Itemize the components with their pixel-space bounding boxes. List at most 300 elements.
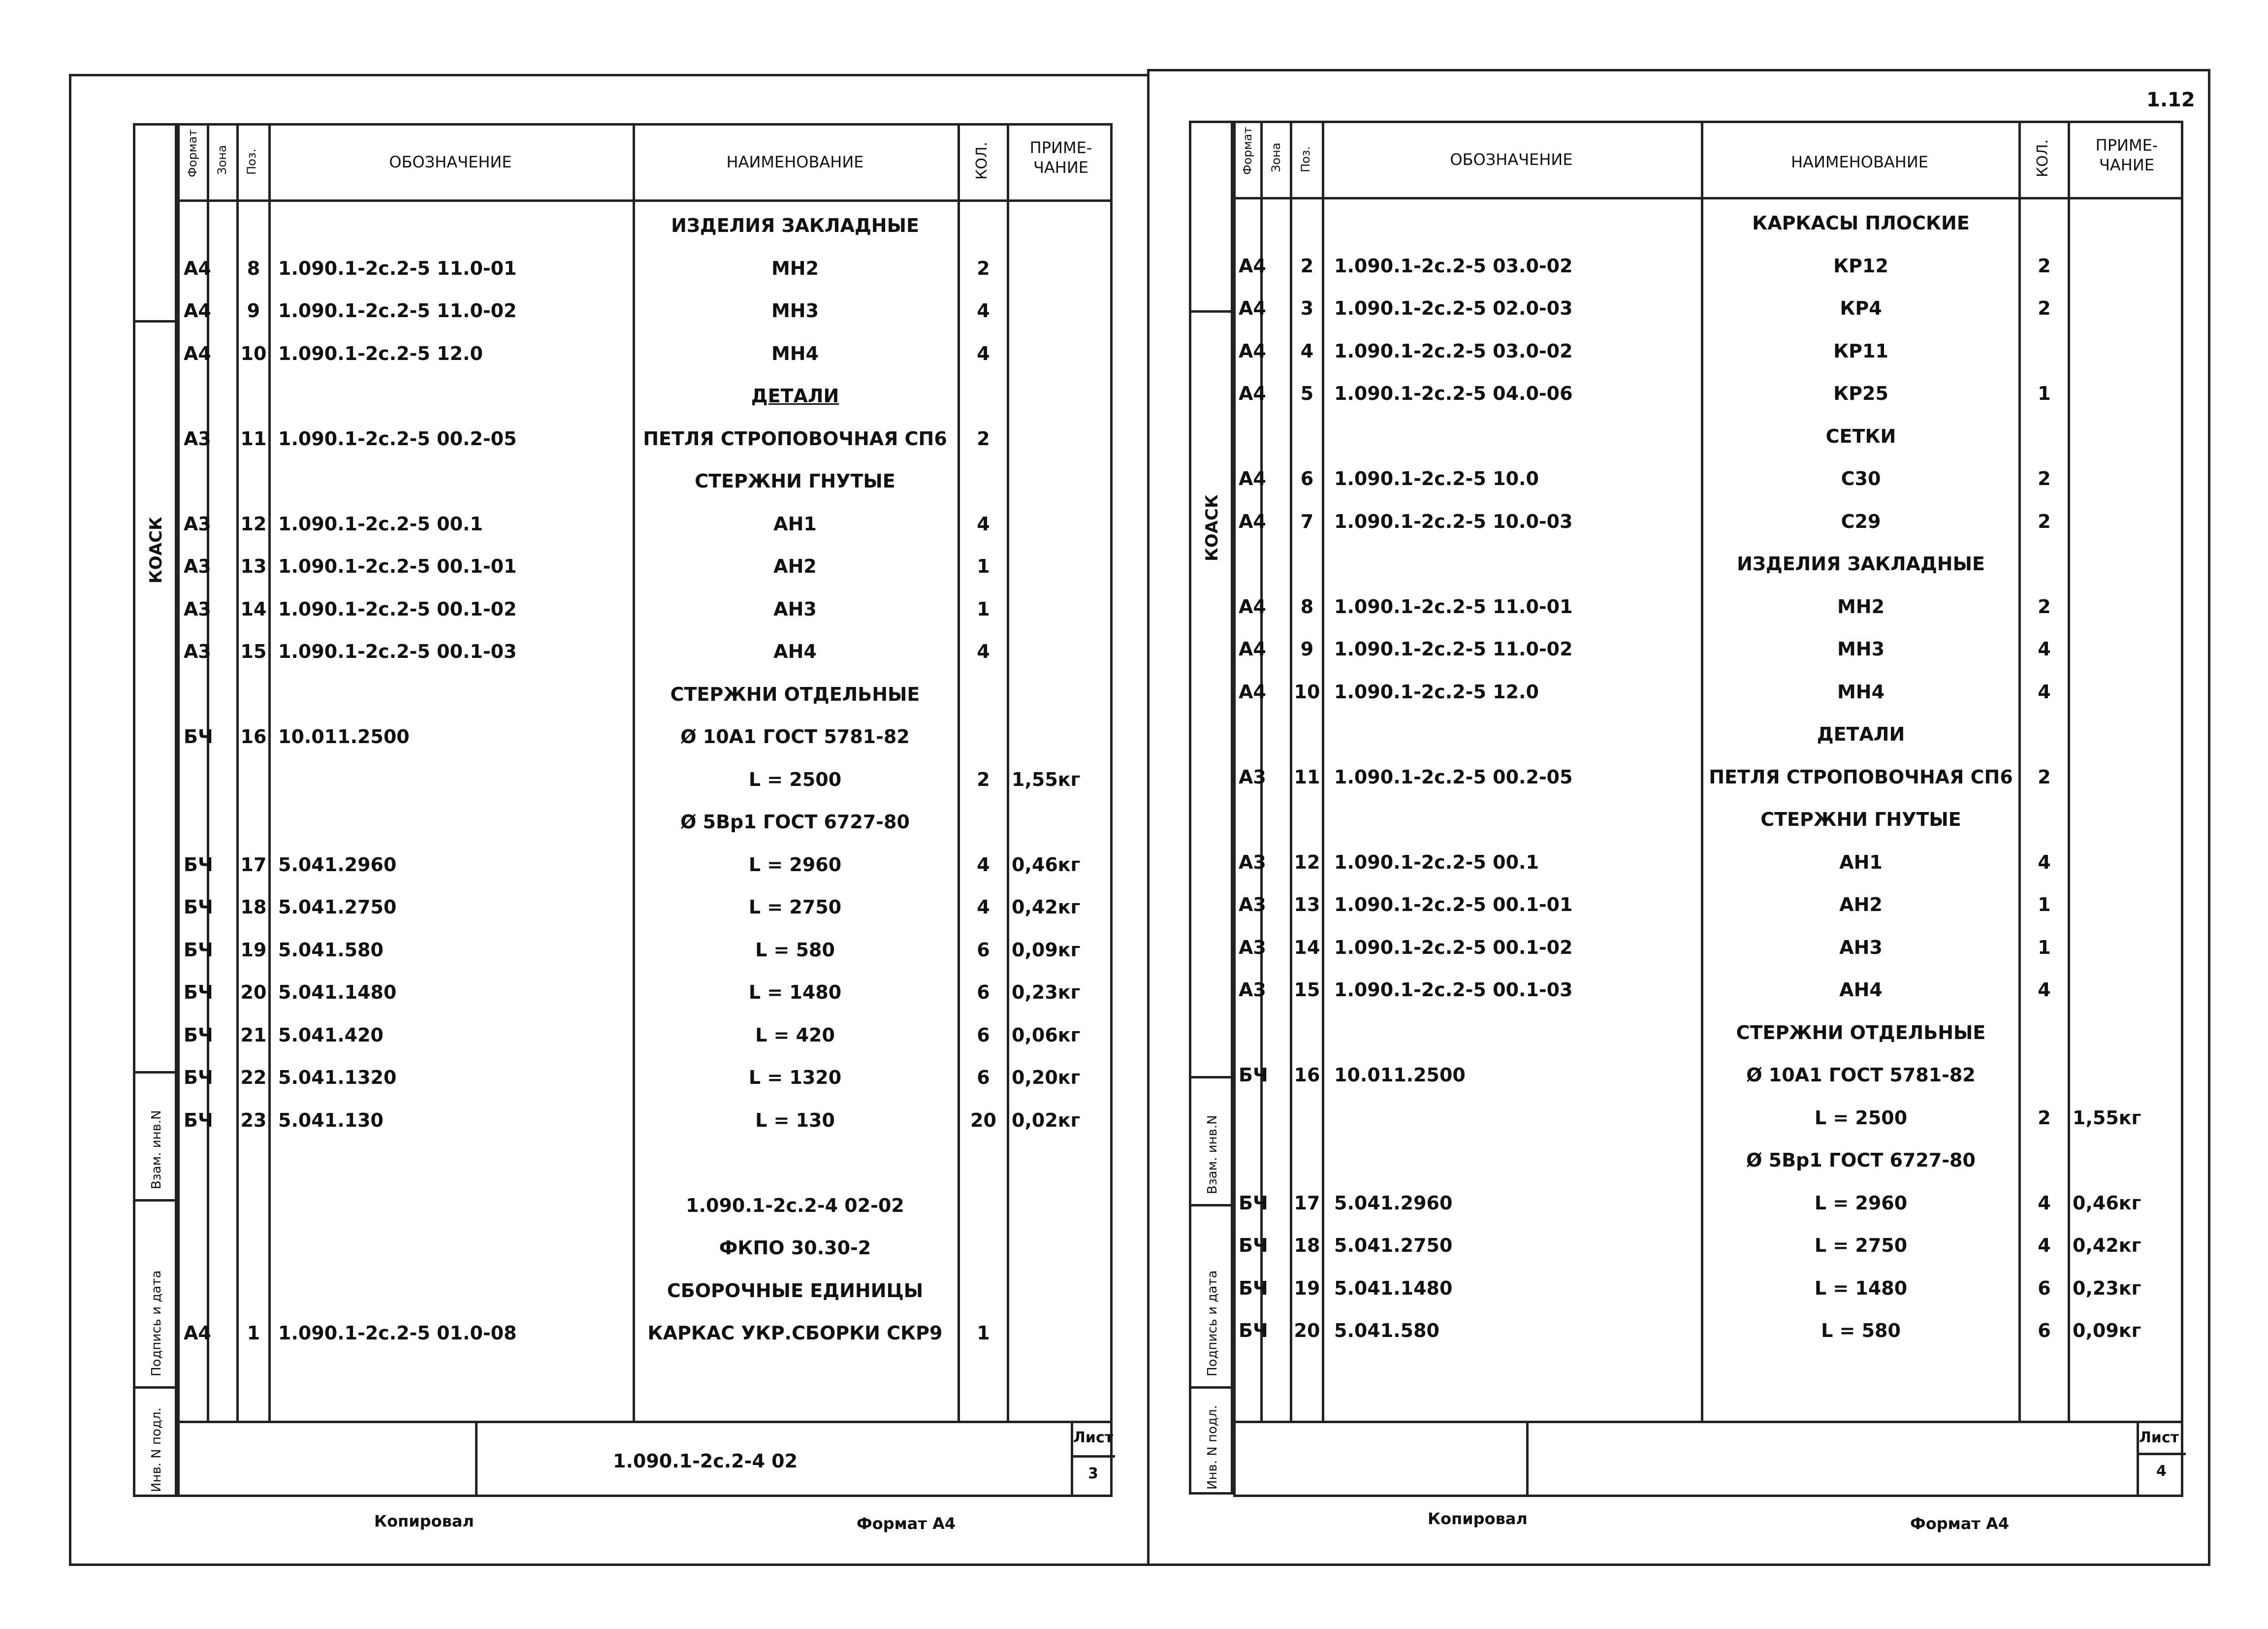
- cell-designation: [1334, 1097, 1698, 1139]
- cell-designation: 5.041.580: [278, 939, 383, 961]
- table-row: [180, 503, 1110, 545]
- cell-position: 4: [1300, 340, 1314, 362]
- cell-designation: 5.041.2750: [278, 896, 397, 918]
- cell-name: СТЕРЖНИ ГНУТЫЕ: [695, 470, 895, 492]
- cell-note: [1012, 375, 1113, 417]
- cell-designation: [278, 758, 630, 801]
- right-koask-label: КОАСК: [1202, 494, 1222, 561]
- cell-note: [2073, 457, 2183, 500]
- right-inv-label: Инв. N подл.: [1205, 1405, 1220, 1490]
- cell-note: 0,02кг: [1012, 1109, 1081, 1131]
- cell-name: МН3: [1837, 638, 1885, 660]
- table-row: [180, 1099, 1110, 1141]
- table-row: [180, 247, 1110, 290]
- cell-position: [1292, 1011, 1322, 1054]
- cell-format: А3: [1239, 894, 1266, 915]
- cell-designation: 1.090.1-2с.2-5 00.1: [1334, 851, 1539, 873]
- cell-format: А4: [184, 1322, 211, 1344]
- cell-designation: [278, 460, 630, 502]
- cell-format: [1239, 1097, 1261, 1139]
- cell-note: [2073, 628, 2183, 670]
- cell-format: БЧ: [1239, 1320, 1268, 1341]
- cell-designation: [278, 375, 630, 417]
- right-format-label: Формат А4: [1910, 1514, 2010, 1533]
- cell-position: [239, 1184, 268, 1227]
- cell-position: [239, 460, 268, 502]
- cell-designation: 1.090.1-2с.2-5 00.1-03: [278, 641, 517, 662]
- left-header-note: ПРИМЕ- ЧАНИЕ: [1029, 138, 1092, 177]
- cell-format: [1239, 1139, 1261, 1181]
- right-header-format: Формат: [1241, 127, 1254, 175]
- cell-quantity: 4: [2038, 681, 2051, 703]
- table-row: [180, 1141, 1110, 1184]
- cell-designation: [1334, 543, 1698, 585]
- cell-name: L = 2750: [748, 896, 842, 918]
- cell-quantity: [960, 1227, 1007, 1269]
- table-row: [1236, 926, 2181, 969]
- cell-name: L = 2500: [748, 768, 842, 790]
- table-row: [1236, 1139, 2181, 1181]
- left-header-designation: ОБОЗНАЧЕНИЕ: [389, 153, 512, 171]
- cell-position: [239, 204, 268, 247]
- cell-name: ИЗДЕЛИЯ ЗАКЛАДНЫЕ: [671, 215, 919, 236]
- cell-name: КР12: [1833, 255, 1888, 277]
- cell-name: АН4: [773, 641, 817, 662]
- cell-format: БЧ: [184, 1109, 213, 1131]
- cell-note: [1012, 673, 1113, 716]
- table-row: [1236, 841, 2181, 883]
- table-row: [1236, 372, 2181, 415]
- cell-quantity: [960, 673, 1007, 716]
- cell-name: МН3: [771, 300, 819, 322]
- cell-name: ДЕТАЛИ: [751, 385, 839, 407]
- cell-note: [2073, 543, 2183, 585]
- cell-quantity: [2021, 798, 2068, 841]
- cell-name: АН2: [773, 555, 817, 577]
- cell-position: 14: [240, 598, 267, 620]
- cell-position: [1292, 543, 1322, 585]
- table-row: [1236, 287, 2181, 329]
- cell-name: КР25: [1833, 383, 1888, 404]
- table-row: [1236, 1011, 2181, 1054]
- cell-position: [1292, 713, 1322, 755]
- cell-position: 15: [240, 641, 267, 662]
- table-row: [1236, 628, 2181, 670]
- cell-note: [1012, 418, 1113, 460]
- cell-quantity: 20: [970, 1109, 996, 1131]
- cell-name: АН1: [773, 513, 817, 535]
- cell-name: С30: [1841, 468, 1881, 489]
- cell-quantity: 2: [2038, 766, 2051, 788]
- cell-note: [2073, 713, 2183, 755]
- cell-format: А4: [1239, 383, 1266, 404]
- cell-quantity: 1: [2038, 936, 2051, 958]
- cell-designation: 1.090.1-2с.2-5 10.0: [1334, 468, 1539, 489]
- cell-position: [239, 1270, 268, 1312]
- cell-quantity: [960, 801, 1007, 843]
- right-title-block: [1233, 1421, 2183, 1497]
- cell-position: [1292, 1139, 1322, 1181]
- cell-name: АН4: [1839, 979, 1883, 1001]
- table-row: [180, 460, 1110, 502]
- right-podpis-label: Подпись и дата: [1205, 1270, 1220, 1376]
- cell-position: 12: [240, 513, 267, 535]
- cell-position: 10: [240, 342, 267, 364]
- cell-name: Ø 5Вр1 ГОСТ 6727-80: [1746, 1149, 1976, 1171]
- cell-note: [1012, 204, 1113, 247]
- cell-quantity: [960, 1270, 1007, 1312]
- table-row: [1236, 1097, 2181, 1139]
- cell-name: Ø 5Вр1 ГОСТ 6727-80: [680, 811, 910, 833]
- table-row: [1236, 1224, 2181, 1267]
- cell-quantity: 2: [2038, 255, 2051, 277]
- table-row: [1236, 543, 2181, 585]
- right-header-name: НАИМЕНОВАНИЕ: [1790, 153, 1929, 171]
- cell-position: [239, 673, 268, 716]
- cell-position: 20: [240, 981, 267, 1003]
- table-row: [180, 630, 1110, 673]
- cell-position: [1292, 415, 1322, 457]
- cell-quantity: [2021, 543, 2068, 585]
- left-list-number: 3: [1088, 1465, 1098, 1482]
- cell-name: 1.090.1-2с.2-4 02-02: [686, 1194, 904, 1216]
- cell-format: А3: [184, 513, 211, 535]
- cell-position: 16: [240, 726, 267, 748]
- cell-designation: [278, 204, 630, 247]
- cell-name: КР4: [1840, 297, 1882, 319]
- left-inv-label: Инв. N подл.: [149, 1407, 164, 1492]
- cell-designation: [1334, 1139, 1698, 1181]
- cell-format: [184, 1184, 208, 1227]
- cell-note: 1,55кг: [2073, 1107, 2141, 1129]
- table-row: [180, 1184, 1110, 1227]
- cell-position: 8: [247, 257, 260, 279]
- cell-position: 11: [240, 427, 267, 450]
- table-row: [180, 801, 1110, 843]
- cell-name: МН2: [771, 257, 819, 279]
- cell-position: [239, 375, 268, 417]
- cell-note: [1012, 801, 1113, 843]
- cell-designation: 5.041.130: [278, 1109, 383, 1131]
- cell-format: БЧ: [1239, 1235, 1268, 1256]
- table-row: [180, 204, 1110, 247]
- cell-note: [1012, 1227, 1113, 1269]
- cell-position: [239, 1227, 268, 1269]
- table-row: [180, 1014, 1110, 1056]
- cell-note: [1012, 290, 1113, 332]
- right-vzam-label: Взам. инв.N: [1205, 1115, 1220, 1194]
- cell-format: [1239, 415, 1261, 457]
- table-row: [180, 673, 1110, 716]
- cell-quantity: 4: [2038, 638, 2051, 660]
- cell-quantity: [960, 460, 1007, 502]
- cell-format: БЧ: [184, 1024, 213, 1046]
- cell-format: [184, 460, 208, 502]
- cell-name: L = 2500: [1814, 1107, 1908, 1129]
- cell-quantity: 2: [2038, 297, 2051, 319]
- cell-format: А4: [1239, 468, 1266, 489]
- cell-format: БЧ: [1239, 1192, 1268, 1214]
- cell-format: А3: [184, 598, 211, 620]
- cell-position: 1: [247, 1322, 260, 1344]
- cell-name: ИЗДЕЛИЯ ЗАКЛАДНЫЕ: [1737, 553, 1985, 575]
- left-stamp-code: 1.090.1-2с.2-4 02: [613, 1450, 798, 1472]
- left-format-label: Формат А4: [857, 1514, 956, 1533]
- cell-quantity: [2021, 415, 2068, 457]
- table-row: [180, 588, 1110, 630]
- cell-note: 0,46кг: [2073, 1192, 2141, 1214]
- table-row: [1236, 671, 2181, 713]
- cell-designation: 5.041.420: [278, 1024, 383, 1046]
- right-header-note: ПРИМЕ- ЧАНИЕ: [2095, 136, 2158, 174]
- cell-name: КАРКАСЫ ПЛОСКИЕ: [1752, 212, 1970, 234]
- cell-name: ФКПО 30.30-2: [719, 1237, 871, 1259]
- cell-format: А4: [1239, 297, 1266, 319]
- table-row: [180, 758, 1110, 801]
- cell-name: [635, 1141, 955, 1184]
- cell-format: БЧ: [184, 726, 213, 748]
- cell-format: БЧ: [184, 1067, 213, 1088]
- cell-position: [1292, 798, 1322, 841]
- cell-designation: [278, 1184, 630, 1227]
- cell-note: [1012, 630, 1113, 673]
- table-row: [180, 716, 1110, 758]
- cell-note: [1012, 247, 1113, 290]
- cell-position: 18: [240, 896, 267, 918]
- cell-position: [1292, 1097, 1322, 1139]
- cell-quantity: 6: [977, 981, 990, 1003]
- cell-designation: [278, 1270, 630, 1312]
- cell-note: [2073, 1139, 2183, 1181]
- table-row: [1236, 586, 2181, 628]
- cell-position: 13: [240, 555, 267, 577]
- cell-position: [239, 1141, 268, 1184]
- cell-quantity: 4: [977, 300, 990, 322]
- table-row: [1236, 500, 2181, 543]
- table-row: [180, 545, 1110, 587]
- cell-note: [1012, 503, 1113, 545]
- right-list-label: Лист: [2139, 1429, 2179, 1446]
- cell-position: 17: [1294, 1192, 1320, 1214]
- cell-quantity: [2021, 713, 2068, 755]
- table-row: [1236, 1182, 2181, 1224]
- cell-designation: 1.090.1-2с.2-5 00.1-01: [278, 555, 517, 577]
- cell-quantity: [960, 375, 1007, 417]
- table-row: [180, 1227, 1110, 1269]
- left-spec-table: [177, 123, 1113, 1423]
- cell-quantity: 4: [2038, 979, 2051, 1001]
- table-row: [1236, 415, 2181, 457]
- cell-note: [2073, 330, 2183, 372]
- cell-designation: 5.041.1480: [278, 981, 397, 1003]
- cell-format: А3: [184, 427, 211, 450]
- cell-designation: 5.041.580: [1334, 1320, 1439, 1341]
- cell-designation: 1.090.1-2с.2-5 00.2-05: [1334, 766, 1573, 788]
- cell-position: 22: [240, 1067, 267, 1088]
- cell-quantity: 2: [2038, 510, 2051, 532]
- table-row: [180, 971, 1110, 1013]
- cell-name: СТЕРЖНИ ГНУТЫЕ: [1760, 809, 1961, 830]
- right-header-pos: Поз.: [1299, 146, 1312, 172]
- cell-note: [2073, 415, 2183, 457]
- cell-position: 6: [1300, 468, 1314, 489]
- cell-format: А4: [184, 300, 211, 322]
- left-list-label: Лист: [1073, 1429, 1114, 1446]
- cell-format: [184, 758, 208, 801]
- right-spec-table: [1233, 121, 2183, 1423]
- cell-name: АН1: [1839, 851, 1883, 873]
- cell-designation: 1.090.1-2с.2-5 11.0-02: [278, 300, 517, 322]
- table-row: [1236, 330, 2181, 372]
- cell-note: [2073, 883, 2183, 926]
- cell-note: 1,55кг: [1012, 768, 1081, 790]
- cell-name: КР11: [1833, 340, 1888, 362]
- cell-name: АН3: [1839, 936, 1883, 958]
- cell-position: 17: [240, 853, 267, 876]
- cell-designation: [1334, 415, 1698, 457]
- cell-format: [184, 801, 208, 843]
- cell-note: 0,09кг: [2073, 1320, 2141, 1341]
- cell-format: А4: [1239, 638, 1266, 660]
- cell-designation: 1.090.1-2с.2-5 10.0-03: [1334, 510, 1573, 532]
- cell-designation: 1.090.1-2с.2-5 00.1-02: [278, 598, 517, 620]
- cell-format: [184, 204, 208, 247]
- cell-format: [184, 1227, 208, 1269]
- cell-quantity: 6: [977, 939, 990, 961]
- table-row: [1236, 969, 2181, 1011]
- table-row: [1236, 1267, 2181, 1309]
- cell-quantity: 4: [977, 342, 990, 364]
- left-vzam-label: Взам. инв.N: [149, 1110, 164, 1189]
- cell-format: А3: [184, 555, 211, 577]
- cell-position: 19: [240, 939, 267, 961]
- right-corner-mark: 1.12: [2146, 89, 2195, 111]
- cell-quantity: 4: [977, 513, 990, 535]
- cell-position: 9: [247, 300, 260, 322]
- cell-note: [2073, 798, 2183, 841]
- cell-format: БЧ: [1239, 1277, 1268, 1299]
- cell-quantity: [2021, 1139, 2068, 1181]
- cell-position: 15: [1294, 979, 1320, 1001]
- cell-position: [239, 758, 268, 801]
- cell-designation: 1.090.1-2с.2-5 04.0-06: [1334, 383, 1573, 404]
- cell-format: [1239, 798, 1261, 841]
- table-row: [1236, 713, 2181, 755]
- right-header-qty: КОЛ.: [2034, 139, 2051, 177]
- cell-designation: 1.090.1-2с.2-5 00.1-03: [1334, 979, 1573, 1001]
- cell-designation: 1.090.1-2с.2-5 00.1: [278, 513, 483, 535]
- cell-note: [1012, 332, 1113, 375]
- cell-quantity: 6: [977, 1024, 990, 1046]
- cell-name: L = 2750: [1814, 1235, 1908, 1256]
- cell-position: 7: [1300, 510, 1314, 532]
- cell-note: [1012, 716, 1113, 758]
- cell-quantity: [2021, 1011, 2068, 1054]
- cell-name: МН4: [771, 342, 819, 364]
- cell-format: А3: [1239, 936, 1266, 958]
- cell-name: КАРКАС УКР.СБОРКИ СКР9: [647, 1322, 943, 1344]
- cell-name: L = 420: [755, 1024, 835, 1046]
- cell-note: 0,23кг: [2073, 1277, 2141, 1299]
- left-header-zone: Зона: [215, 145, 229, 175]
- cell-format: [1239, 543, 1261, 585]
- left-header-qty: КОЛ.: [973, 141, 990, 180]
- cell-designation: 1.090.1-2с.2-5 00.1-02: [1334, 936, 1573, 958]
- cell-position: 16: [1294, 1064, 1320, 1086]
- cell-note: 0,06кг: [1012, 1024, 1081, 1046]
- cell-designation: [1334, 798, 1698, 841]
- right-header-designation: ОБОЗНАЧЕНИЕ: [1450, 150, 1573, 169]
- cell-format: А4: [184, 257, 211, 279]
- table-row: [180, 290, 1110, 332]
- cell-designation: [278, 801, 630, 843]
- cell-note: [2073, 1054, 2183, 1096]
- cell-designation: 1.090.1-2с.2-5 00.1-01: [1334, 894, 1573, 915]
- table-row: [1236, 1054, 2181, 1096]
- cell-format: А4: [1239, 681, 1266, 703]
- cell-quantity: 4: [2038, 1192, 2051, 1214]
- table-row: [1236, 798, 2181, 841]
- table-row: [1236, 202, 2181, 244]
- right-list-number: 4: [2156, 1463, 2167, 1480]
- cell-quantity: [960, 716, 1007, 758]
- cell-quantity: 4: [977, 853, 990, 876]
- cell-name: Ø 10А1 ГОСТ 5781-82: [1746, 1064, 1976, 1086]
- cell-designation: 5.041.1480: [1334, 1277, 1453, 1299]
- cell-format: А3: [184, 641, 211, 662]
- cell-position: 2: [1300, 255, 1314, 277]
- left-title-block: [177, 1421, 1113, 1497]
- cell-position: 10: [1294, 681, 1320, 703]
- right-copied-label: Копировал: [1428, 1509, 1528, 1528]
- cell-quantity: 1: [977, 555, 990, 577]
- cell-note: [2073, 586, 2183, 628]
- cell-quantity: 2: [2038, 468, 2051, 489]
- cell-format: [184, 1270, 208, 1312]
- cell-designation: 5.041.2960: [1334, 1192, 1453, 1214]
- cell-format: А4: [1239, 510, 1266, 532]
- cell-position: [1292, 202, 1322, 244]
- cell-quantity: 6: [2038, 1320, 2051, 1341]
- cell-note: 0,42кг: [1012, 896, 1081, 918]
- cell-designation: [1334, 713, 1698, 755]
- cell-name: АН2: [1839, 894, 1883, 915]
- table-row: [180, 332, 1110, 375]
- cell-quantity: 2: [977, 768, 990, 790]
- cell-quantity: 1: [977, 1322, 990, 1344]
- cell-name: ПЕТЛЯ СТРОПОВОЧНАЯ СП6: [643, 427, 947, 450]
- table-row: [180, 1312, 1110, 1354]
- cell-name: L = 1480: [1814, 1277, 1908, 1299]
- cell-quantity: 4: [977, 896, 990, 918]
- cell-name: ДЕТАЛИ: [1817, 723, 1905, 745]
- cell-designation: 5.041.2750: [1334, 1235, 1453, 1256]
- cell-position: 13: [1294, 894, 1320, 915]
- cell-name: СЕТКИ: [1825, 425, 1896, 447]
- cell-note: [2073, 287, 2183, 329]
- cell-name: L = 130: [755, 1109, 835, 1131]
- cell-position: 21: [240, 1024, 267, 1046]
- cell-name: L = 580: [755, 939, 835, 961]
- cell-note: 0,23кг: [1012, 981, 1081, 1003]
- table-row: [180, 418, 1110, 460]
- left-copied-label: Копировал: [374, 1512, 474, 1531]
- left-koask-label: КОАСК: [146, 517, 166, 584]
- cell-note: [1012, 1184, 1113, 1227]
- table-row: [1236, 1309, 2181, 1352]
- left-podpis-label: Подпись и дата: [149, 1270, 164, 1376]
- cell-designation: [278, 1141, 630, 1184]
